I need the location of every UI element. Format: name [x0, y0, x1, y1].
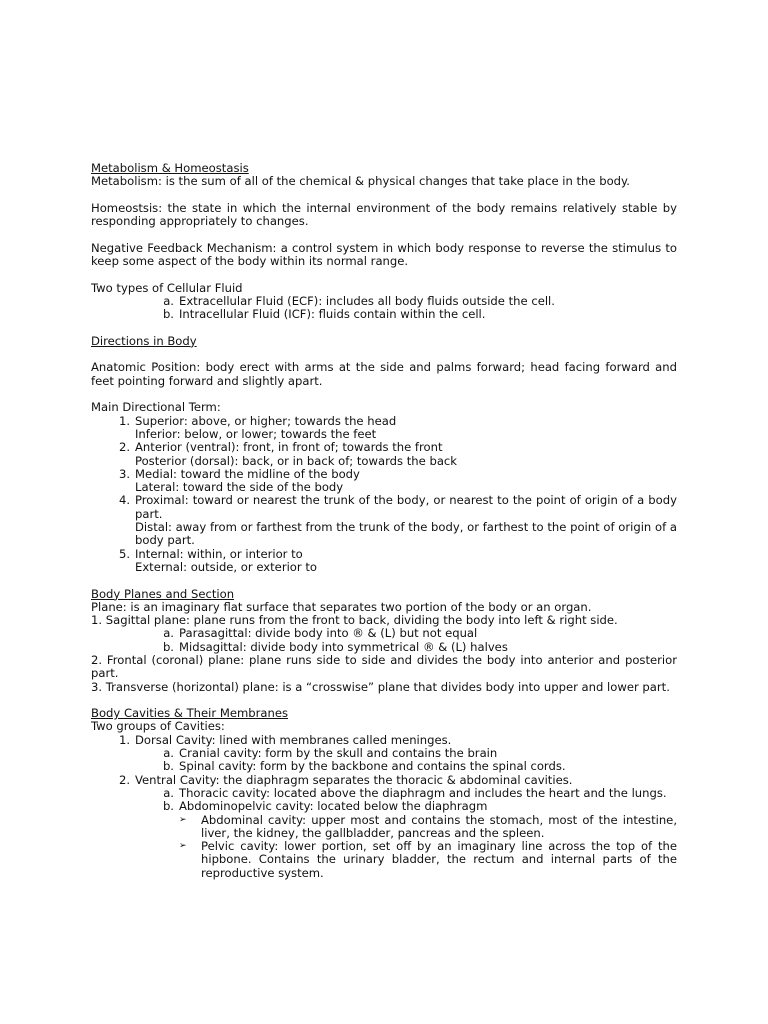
paragraph-frontal: 2. Frontal (coronal) plane: plane runs side to side and divides the body into anterior and posterior part.: [91, 652, 677, 681]
paragraph-sagittal: 1. Sagittal plane: plane runs from the front to back, dividing the body into left & right side.: [91, 613, 618, 628]
list-text: Pelvic cavity: lower portion, set off by an imaginary line across the top of the hipbone. Contains the urinary bladder, the rectum and internal parts of the reproductive system.: [201, 839, 677, 880]
paragraph-anatomic-position: Anatomic Position: body erect with arms at the side and palms forward; head facing forward and feet pointing forward and slightly apart.: [91, 360, 677, 388]
list-item: [91, 734, 677, 747]
term-primary: Proximal: toward or nearest the trunk of the body, or nearest to the point of origin of a body part.: [135, 493, 677, 521]
list-label: b.: [162, 307, 174, 322]
term-primary: Superior: above, or higher; towards the head: [135, 413, 397, 428]
list-number: 1.: [118, 413, 130, 428]
list-label: b.: [162, 639, 174, 654]
list-number: 5.: [118, 546, 130, 561]
list-item: [91, 627, 677, 640]
list-item: [91, 800, 677, 813]
list-item: [91, 747, 677, 760]
section-heading-planes: Body Planes and Section: [91, 586, 235, 601]
term-opposite: External: outside, or exterior to: [135, 559, 317, 574]
paragraph-negative-feedback: Negative Feedback Mechanism: a control system in which body response to reverse the stimulus to keep some aspect of the body within its normal range.: [91, 240, 677, 269]
list-text: Cranial cavity: form by the skull and contains the brain: [179, 746, 498, 761]
list-item: [91, 760, 677, 773]
list-text: Abdominal cavity: upper most and contains the stomach, most of the intestine, liver, the kidney, the gallbladder, pancreas and the spleen.: [201, 812, 677, 840]
paragraph-homeostasis: Homeostsis: the state in which the internal environment of the body remains relatively stable by responding appropriately to changes.: [91, 200, 677, 229]
list-number: 2.: [118, 772, 130, 787]
section-heading-cavities: Body Cavities & Their Membranes: [91, 706, 289, 721]
list-item: [91, 415, 677, 442]
section-heading-metabolism: Metabolism & Homeostasis: [91, 161, 249, 175]
list-item: [91, 441, 677, 468]
list-number: 3.: [118, 466, 130, 481]
list-number: 1.: [118, 732, 130, 747]
term-opposite: Inferior: below, or lower; towards the feet: [135, 426, 377, 441]
arrow-bullet-icon: ➢: [179, 841, 187, 852]
arrow-bullet-icon: ➢: [179, 814, 187, 825]
paragraph-cavities-intro: Two groups of Cavities:: [91, 719, 225, 734]
list-text: Abdominopelvic cavity: located below the diaphragm: [179, 799, 488, 814]
list-item: [91, 308, 677, 321]
list-label: a.: [163, 785, 174, 800]
list-item: [91, 840, 677, 880]
list-text: Ventral Cavity: the diaphragm separates the thoracic & abdominal cavities.: [135, 772, 573, 787]
list-text: Parasagittal: divide body into ® & (L) but not equal: [179, 626, 478, 641]
list-text: Midsagittal: divide body into symmetrical ® & (L) halves: [179, 639, 508, 654]
term-primary: Anterior (ventral): front, in front of; towards the front: [135, 440, 443, 455]
list-item: [91, 494, 677, 547]
paragraph-transverse: 3. Transverse (horizontal) plane: is a “crosswise” plane that divides body into upper and lower part.: [91, 679, 670, 694]
document-body: [91, 162, 677, 880]
list-item: [91, 814, 677, 841]
list-item: [91, 641, 677, 654]
list-item: [91, 468, 677, 495]
section-heading-directions: Directions in Body: [91, 333, 197, 348]
list-label: b.: [162, 799, 174, 814]
term-primary: Internal: within, or interior to: [135, 546, 303, 561]
list-item: [91, 774, 677, 787]
list-number: 4.: [118, 493, 130, 508]
term-opposite: Lateral: toward the side of the body: [135, 480, 344, 495]
list-item: [91, 548, 677, 575]
list-label: a.: [163, 293, 174, 308]
list-text: Spinal cavity: form by the backbone and contains the spinal cords.: [179, 759, 566, 774]
term-opposite: Distal: away from or farthest from the trunk of the body, or farthest to the point of origin of a body part.: [135, 520, 677, 548]
paragraph-plane-definition: Plane: is an imaginary flat surface that separates two portion of the body or an organ.: [91, 599, 592, 614]
term-opposite: Posterior (dorsal): back, or in back of; towards the back: [135, 453, 458, 468]
paragraph-metabolism: Metabolism: is the sum of all of the chemical & physical changes that take place in the body.: [91, 174, 630, 189]
list-text: Extracellular Fluid (ECF): includes all body fluids outside the cell.: [179, 293, 555, 308]
list-label: a.: [163, 746, 174, 761]
list-text: Intracellular Fluid (ICF): fluids contain within the cell.: [179, 307, 486, 322]
list-item: [91, 295, 677, 308]
list-number: 2.: [118, 440, 130, 455]
list-label: b.: [162, 759, 174, 774]
list-item: [91, 787, 677, 800]
list-label: a.: [163, 626, 174, 641]
paragraph-fluid-intro: Two types of Cellular Fluid: [91, 280, 243, 295]
paragraph-main-directional: Main Directional Term:: [91, 400, 221, 415]
term-primary: Medial: toward the midline of the body: [135, 466, 360, 481]
list-text: Dorsal Cavity: lined with membranes called meninges.: [135, 732, 452, 747]
list-text: Thoracic cavity: located above the diaphragm and includes the heart and the lungs.: [179, 785, 667, 800]
